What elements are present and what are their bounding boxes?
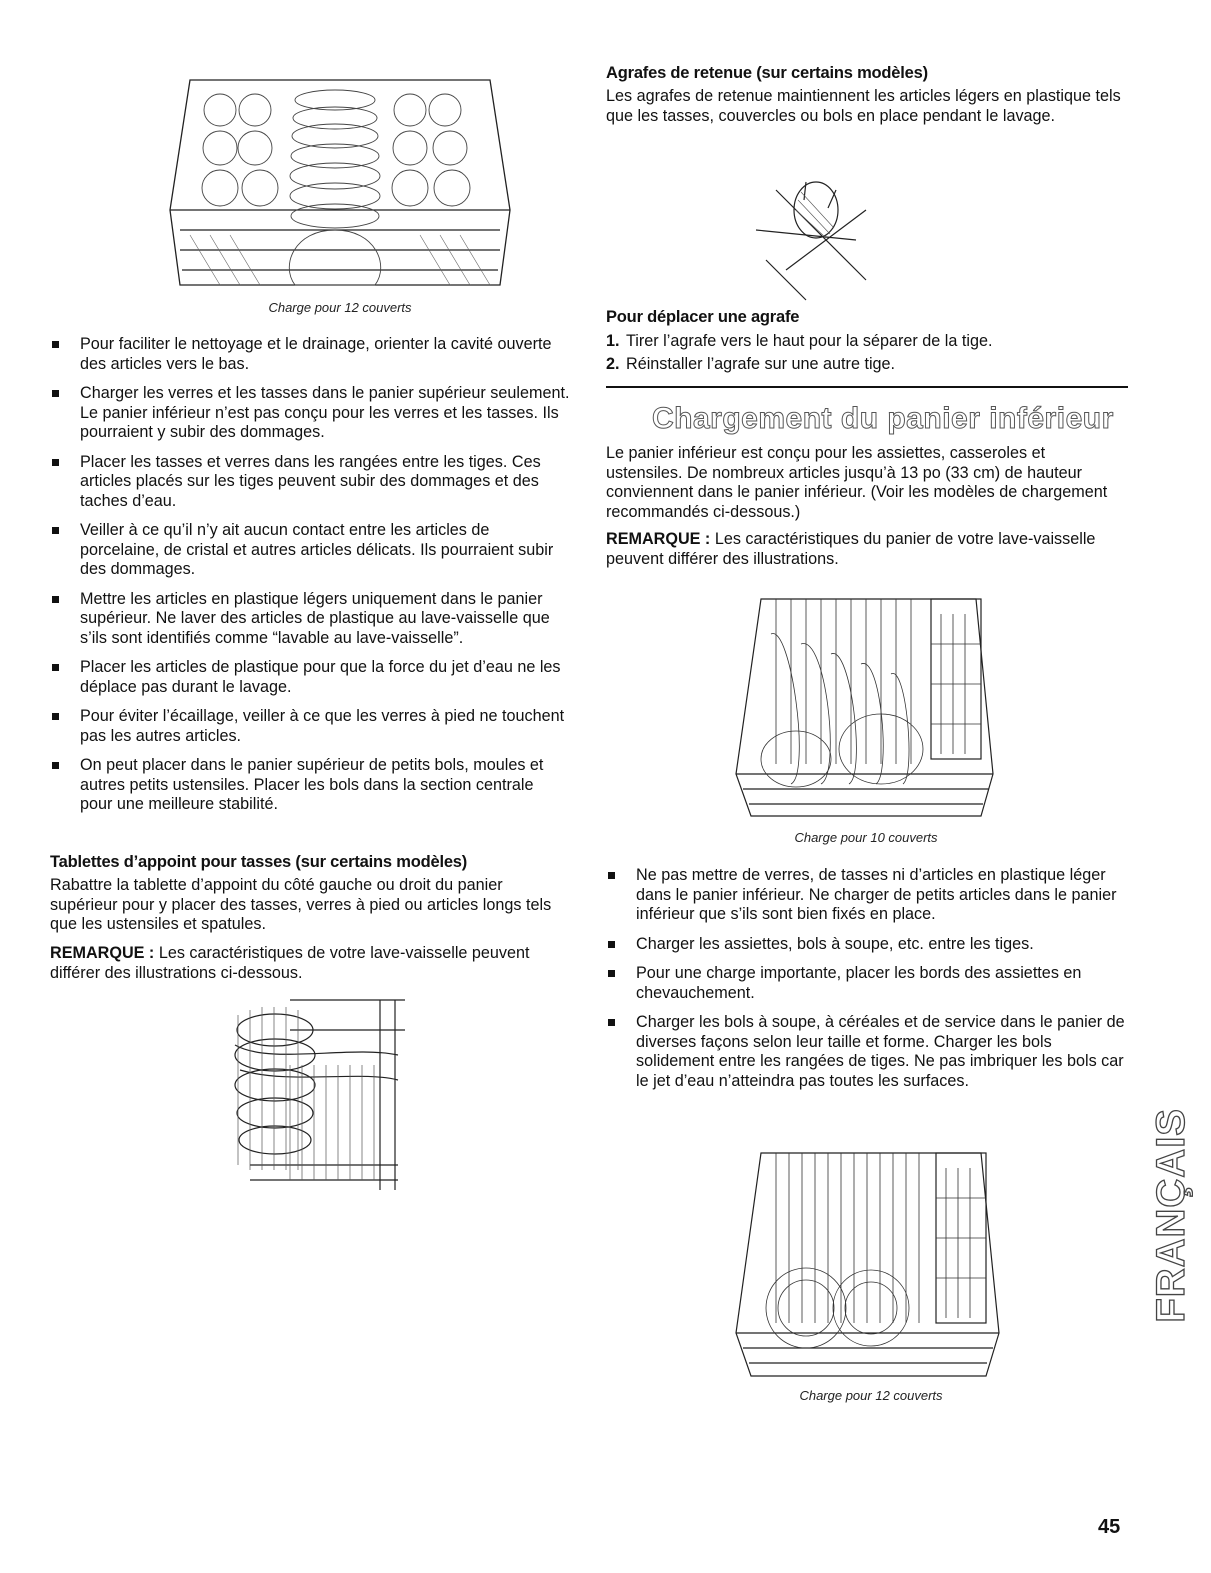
lower-rack-12-illustration (731, 1138, 1006, 1383)
list-item: Veiller à ce qu’il n’y ait aucun contact entre les articles de porcelaine, de cristal et autres articles délicats. Ils pourraient subir des dommages. (50, 521, 570, 580)
bullet-square-icon (52, 527, 59, 534)
list-item: Ne pas mettre de verres, de tasses ni d’articles en plastique léger dans le panier inférieur. Ne charger de petits articles dans le panier inférieur que s’ils sont bien fixés en place. (606, 866, 1126, 925)
step-item: 1. Tirer l’agrafe vers le haut pour la séparer de la tige. (606, 332, 993, 350)
list-item: Charger les verres et les tasses dans le panier supérieur seulement. Le panier inférieur n’est pas conçu pour les verres et les tasses. Ils pourraient y subir des dommages. (50, 384, 570, 443)
bullet-square-icon (52, 713, 59, 720)
heading-tablettes: Tablettes d’appoint pour tasses (sur certains modèles) (50, 853, 468, 871)
list-item: On peut placer dans le panier supérieur de petits bols, moules et autres petits ustensiles. Placer les bols dans la section centrale pour une meilleure stabilité. (50, 756, 570, 815)
lower-rack-10-illustration (731, 584, 1001, 824)
list-item: Pour éviter l’écaillage, veiller à ce que les verres à pied ne touchent pas les autres articles. (50, 707, 570, 746)
upper-rack-illustration (160, 70, 520, 292)
heading-agrafes: Agrafes de retenue (sur certains modèles) (606, 64, 928, 82)
list-item: Mettre les articles en plastique légers uniquement dans le panier supérieur. Ne laver des articles de plastique au lave-vaisselle que s’ils sont identifiés comme “lavable au lave-vaisselle”. (50, 590, 570, 649)
section-title: Chargement du panier inférieur (652, 402, 1114, 435)
bullet-square-icon (52, 762, 59, 769)
list-item: Pour faciliter le nettoyage et le drainage, orienter la cavité ouverte des articles vers le bas. (50, 335, 570, 374)
remarque-paragraph-right: REMARQUE : Les caractéristiques du panier de votre lave-vaisselle peuvent différer des illustrations. (606, 530, 1096, 568)
caption-10-couverts: Charge pour 10 couverts (794, 830, 938, 845)
caption-12-couverts: Charge pour 12 couverts (799, 1388, 943, 1403)
bullet-square-icon (608, 970, 615, 977)
agrafes-paragraph: Les agrafes de retenue maintiennent les articles légers en plastique tels que les tasses, couvercles ou bols en place pendant le lavage. (606, 87, 1121, 125)
retaining-clip-illustration (746, 170, 876, 305)
bullet-square-icon (52, 459, 59, 466)
steps-list (606, 332, 1126, 377)
inferieur-paragraph: Le panier inférieur est conçu pour les assiettes, casseroles et ustensiles. De nombreux articles jusqu’à 13 po (33 cm) de hauteur conviennent dans le panier inférieur. (Voir les modèles de chargement recommandés ci-dessous.) (606, 444, 1108, 521)
upper-rack-bullet-list (50, 335, 570, 825)
list-item: Placer les articles de plastique pour que la force du jet d’eau ne les déplace pas durant le lavage. (50, 658, 570, 697)
bullet-square-icon (608, 941, 615, 948)
language-side-tab (1150, 1080, 1192, 1350)
list-item: Pour une charge importante, placer les bords des assiettes en chevauchement. (606, 964, 1126, 1003)
language-tab-label: FRANÇAIS (1148, 1107, 1193, 1323)
bullet-square-icon (52, 664, 59, 671)
remarque-paragraph-left: REMARQUE : Les caractéristiques de votre lave-vaisselle peuvent différer des illustrations ci-dessous. (50, 944, 530, 982)
lower-rack-bullet-list (606, 866, 1126, 1101)
bullet-square-icon (52, 341, 59, 348)
bullet-square-icon (608, 872, 615, 879)
tablettes-paragraph: Rabattre la tablette d’appoint du côté gauche ou droit du panier supérieur pour y placer des tasses, verres à pied ou articles longs tels que les ustensiles et spatules. (50, 876, 552, 933)
list-item: Placer les tasses et verres dans les rangées entre les tiges. Ces articles placés sur les tiges peuvent subir des dommages et des taches d’eau. (50, 453, 570, 512)
bullet-square-icon (608, 1019, 615, 1026)
caption-upper-rack: Charge pour 12 couverts (268, 300, 412, 315)
cup-shelf-illustration (230, 985, 405, 1197)
step-item: 2. Réinstaller l’agrafe sur une autre tige. (606, 354, 896, 373)
section-divider (606, 386, 1128, 388)
bullet-square-icon (52, 596, 59, 603)
list-item: Charger les bols à soupe, à céréales et de service dans le panier de diverses façons selon leur taille et forme. Charger les bols solidement entre les rangées de tiges. Ne pas imbriquer les bols car le jet d’eau n’atteindra pas toutes les surfaces. (606, 1013, 1126, 1091)
heading-deplacer: Pour déplacer une agrafe (606, 308, 800, 326)
list-item: Charger les assiettes, bols à soupe, etc. entre les tiges. (606, 935, 1126, 955)
bullet-square-icon (52, 390, 59, 397)
page-number: 45 (1098, 1516, 1121, 1538)
